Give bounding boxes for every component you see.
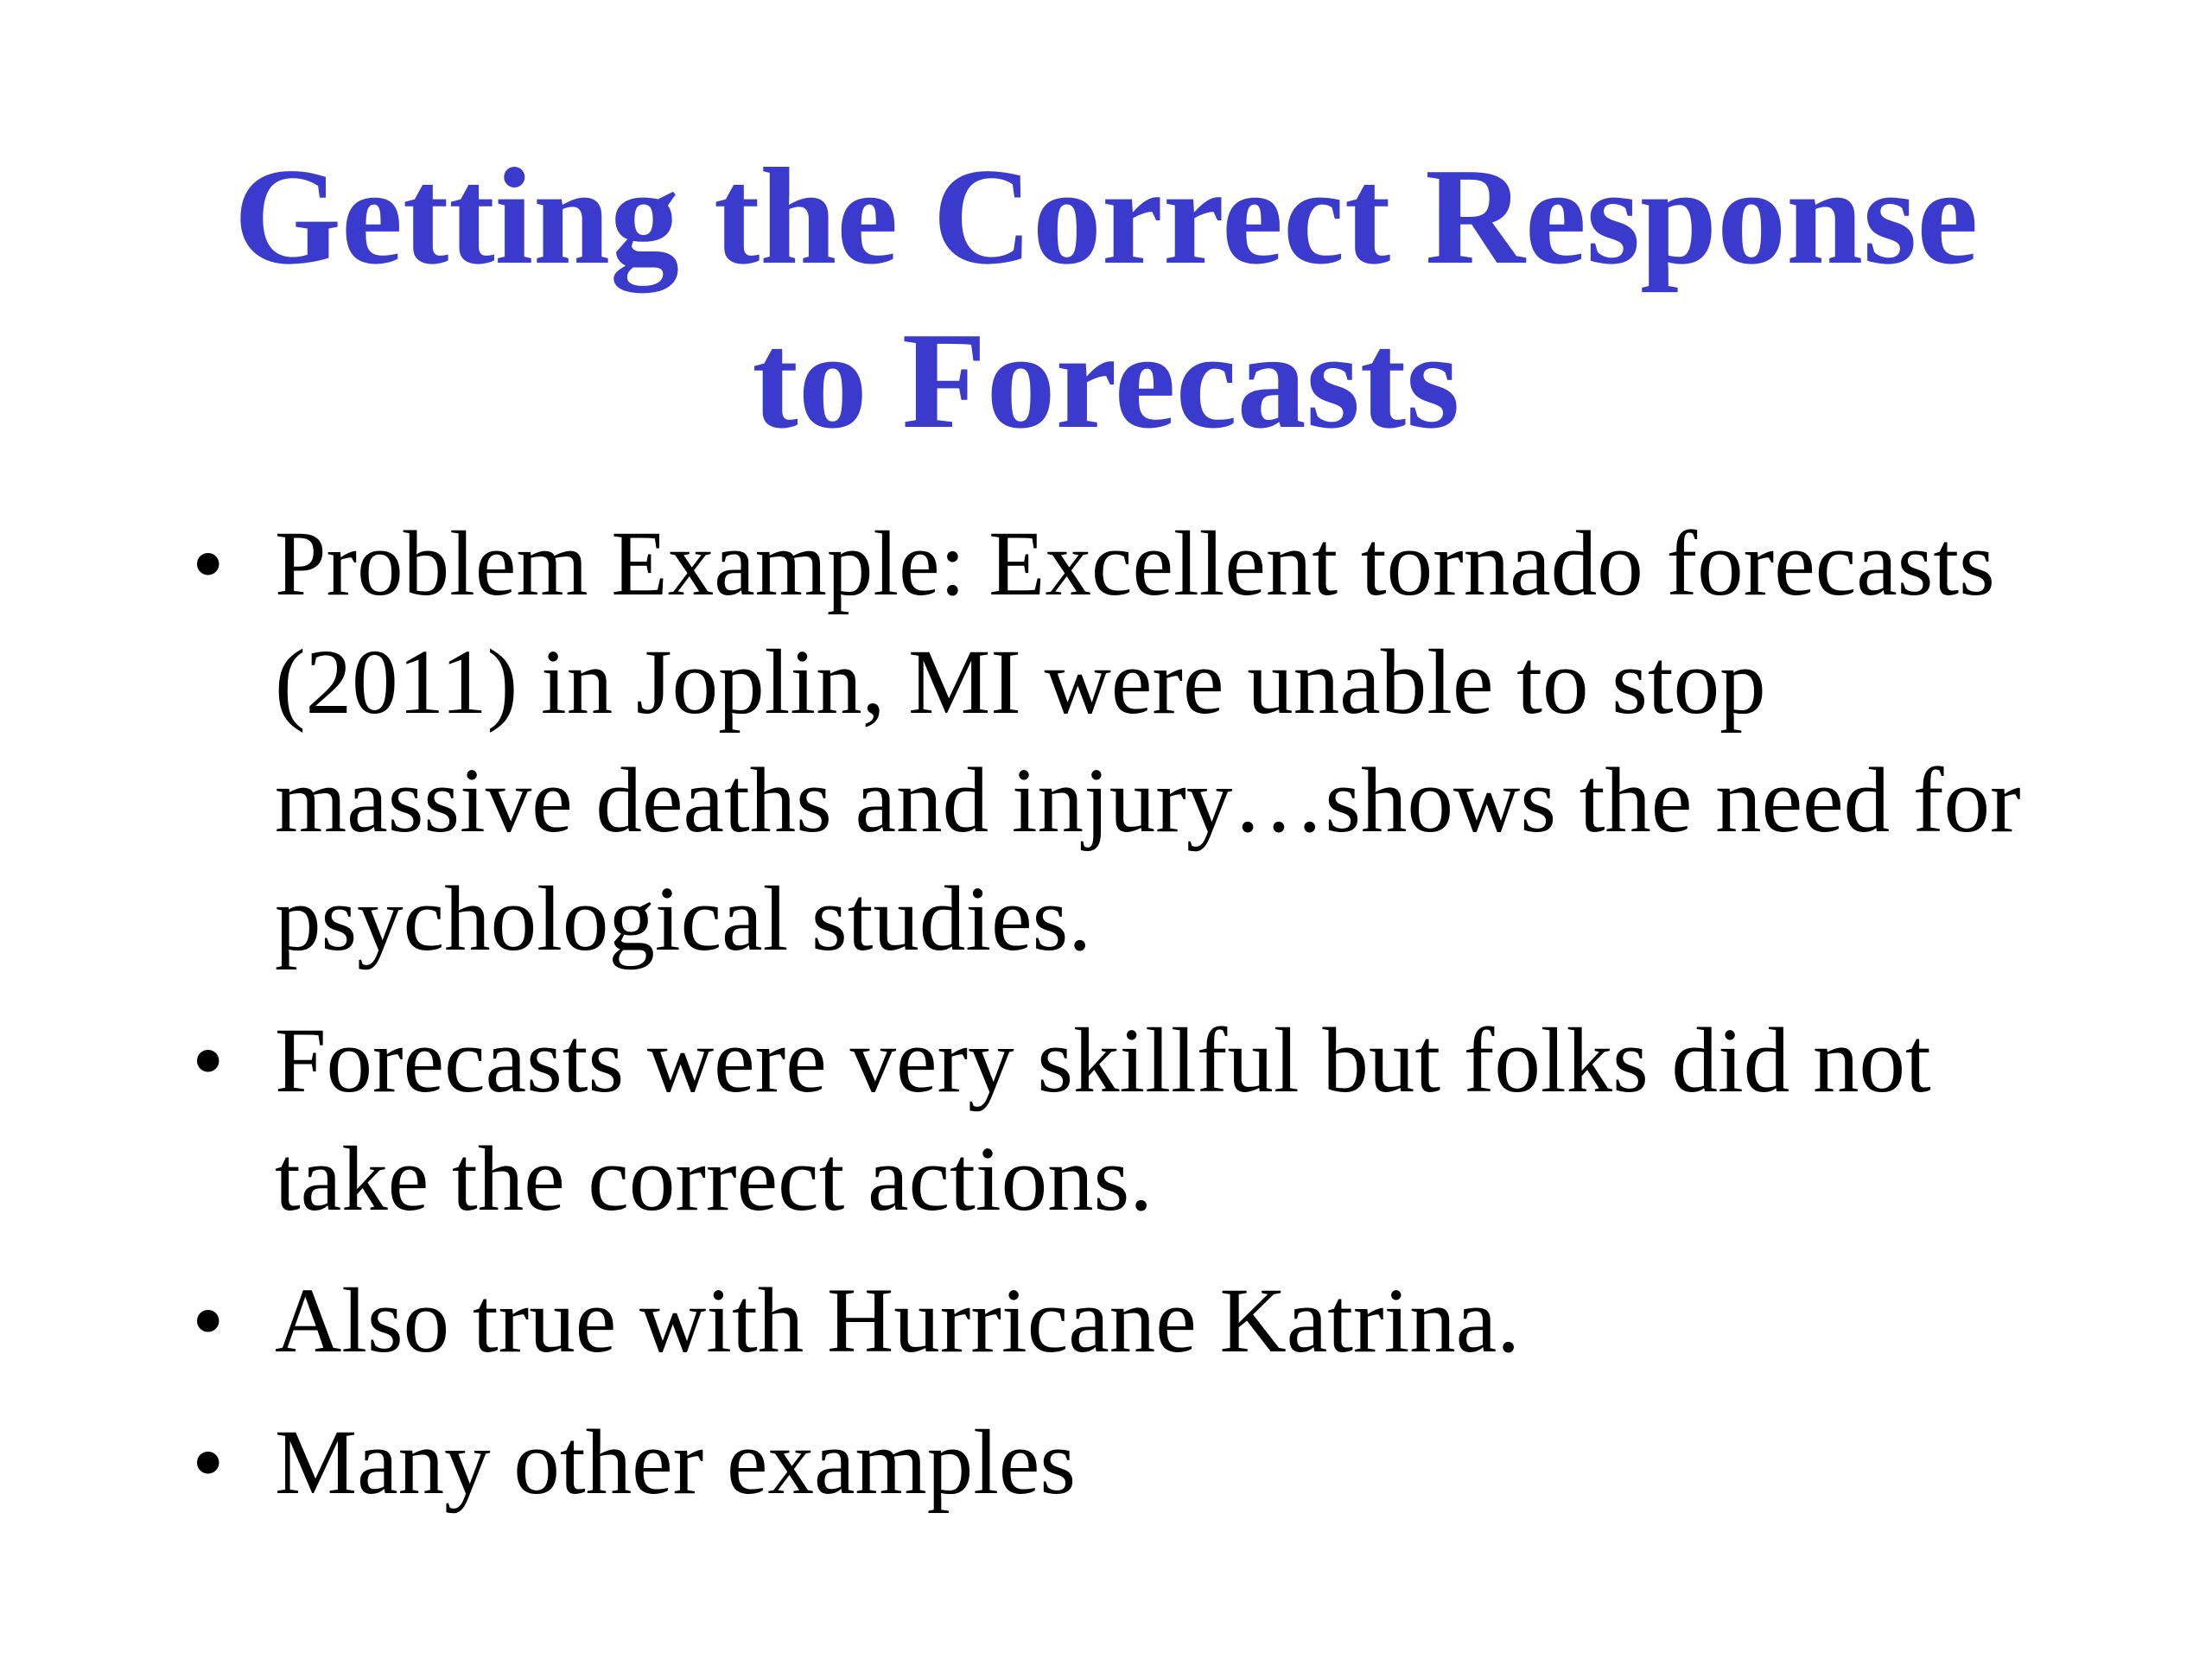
bullet-icon: •: [192, 1010, 225, 1112]
bullet-text: Also true with Hurricane Katrina.: [275, 1270, 1521, 1372]
bullet-text: Forecasts were very skillful but folks did not take the correct actions.: [275, 1010, 1931, 1230]
bullet-icon: •: [192, 513, 225, 615]
bullet-item: [173, 1262, 2022, 1381]
bullet-item: [173, 1404, 2022, 1522]
bullet-text: Problem Example: Excellent tornado forecasts (2011) in Joplin, MI were unable to stop massive deaths and injury…shows the need for psychological studies.: [275, 513, 2021, 970]
title-line: Getting the Correct Response: [233, 139, 1979, 293]
bullet-item: [173, 505, 2022, 979]
bullet-item: [173, 1002, 2022, 1239]
bullet-icon: •: [192, 1270, 225, 1372]
title-line: to Forecasts: [752, 303, 1460, 457]
slide-title: [130, 134, 2082, 462]
bullet-text: Many other examples: [275, 1412, 1077, 1514]
bullet-icon: •: [192, 1412, 225, 1514]
bullet-list: [173, 505, 2022, 1522]
